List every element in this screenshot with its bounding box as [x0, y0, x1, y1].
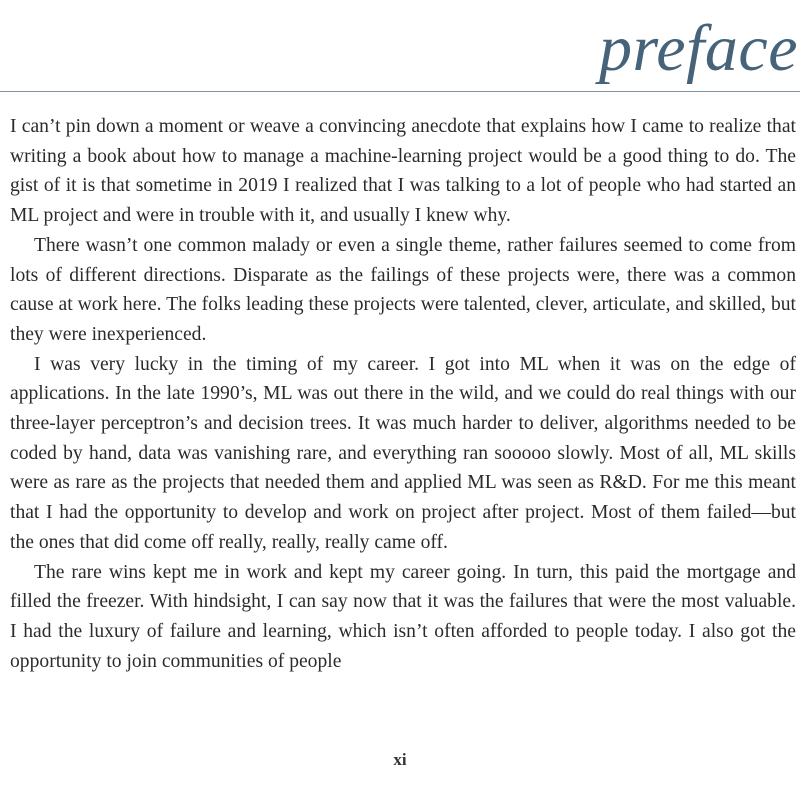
page-header [0, 0, 800, 92]
paragraph-2: There wasn’t one common malady or even a single theme, rather failures seemed to come from lots of different directions. Disparate as the failings of these projects were, there was a common cause at work here. The folks leading these projects were talented, clever, articulate, and skilled, but they were inexperienced. [10, 234, 796, 345]
paragraph-4: The rare wins kept me in work and kept my career going. In turn, this paid the mortgage and filled the freezer. With hindsight, I can say now that it was the failures that were the most valuable. I had the luxury of failure and learning, which isn’t often afforded to people today. I also got the opportunity to join communities of people [10, 561, 796, 672]
header-rule [0, 91, 800, 92]
chapter-title: preface [599, 12, 798, 85]
paragraph-3: I was very lucky in the timing of my career. I got into ML when it was on the edge of applications. In the late 1990’s, ML was out there in the wild, and we could do real things with our three-layer perceptron’s and decision trees. It was much harder to deliver, algorithms needed to be coded by hand, data was vanishing rare, and everything ran sooooo slowly. Most of all, ML skills were as rare as the projects that needed them and applied ML was seen as R&D. For me this meant that I had the opportunity to develop and work on project after project. Most of them failed—but the ones that did come off really, really, really came off. [10, 353, 796, 553]
paragraph-1: I can’t pin down a moment or weave a convincing anecdote that explains how I came to realize that writing a book about how to manage a machine-learning project would be a good thing to do. The gist of it is that sometime in 2019 I realized that I was talking to a lot of people who had started an ML project and were in trouble with it, and usually I knew why. [10, 116, 796, 227]
body-text [10, 112, 796, 676]
page-number: xi [393, 750, 407, 769]
